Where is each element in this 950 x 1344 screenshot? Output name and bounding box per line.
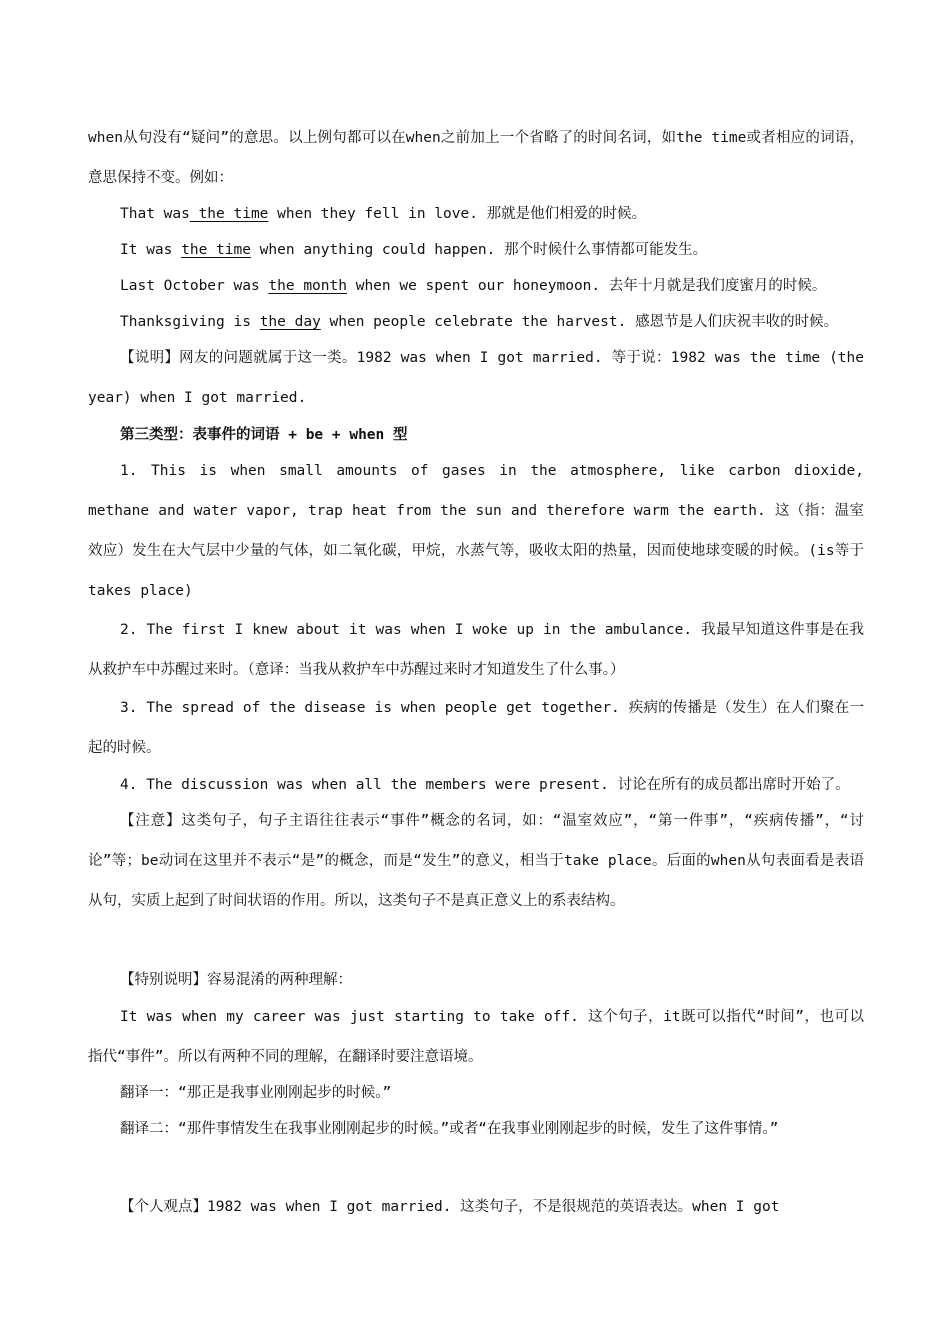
example-sentence-4	[88, 302, 864, 342]
example-sentence-1	[88, 194, 864, 234]
example-text: Last October was	[120, 278, 269, 294]
translation-two: 翻译二：“那件事情发生在我事业刚刚起步的时候。”或者“在我事业刚刚起步的时候，发生了这件事情。”	[120, 1121, 779, 1137]
special-example: It was when my career was just starting to take off. 这个句子，it既可以指代“时间”，也可以指代“事件”。所以有两种不同的理解，在翻译时要注意语境。	[88, 1009, 864, 1065]
list-item-1: 1. This is when small amounts of gases in the atmosphere, like carbon dioxide, methane and water vapor, trap heat from the sun and therefore warm the earth. 这（指：温室效应）发生在大气层中少量的气体，如二氧化碳，甲烷，水蒸气等，吸收太阳的热量，因而使地球变暖的时候。(is等于takes place)	[88, 463, 864, 599]
example-text: Thanksgiving is	[120, 314, 260, 330]
note-explanation: 【说明】网友的问题就属于这一类。1982 was when I got married. 等于说：1982 was the time (the year) when I got married.	[88, 350, 864, 406]
underlined-time-noun: the day	[259, 314, 321, 330]
underlined-time-noun: the time	[181, 242, 251, 258]
personal-opinion: 【个人观点】1982 was when I got married. 这类句子，不是很规范的英语表达。when I got	[120, 1199, 780, 1215]
note-attention: 【注意】这类句子，句子主语往往表示“事件”概念的名词，如：“温室效应”，“第一件事”，“疾病传播”，“讨论”等；be动词在这里并不表示“是”的概念，而是“发生”的意义，相当于take place。后面的when从句表面看是表语从句，实质上起到了时间状语的作用。所以，这类句子不是真正意义上的系表结构。	[88, 813, 864, 909]
special-note-heading: 【特别说明】容易混淆的两种理解：	[120, 972, 352, 988]
list-item-3: 3. The spread of the disease is when people get together. 疾病的传播是（发生）在人们聚在一起的时候。	[88, 700, 864, 756]
example-text: when anything could happen. 那个时候什么事情都可能发生。	[250, 242, 708, 258]
translation-one: 翻译一：“那正是我事业刚刚起步的时候。”	[120, 1085, 392, 1101]
underlined-time-noun: the time	[189, 206, 269, 222]
example-text: when people celebrate the harvest. 感恩节是人们庆祝丰收的时候。	[320, 314, 839, 330]
example-text: That was	[120, 206, 190, 222]
example-text: It was	[120, 242, 182, 258]
list-item-2: 2. The first I knew about it was when I woke up in the ambulance. 我最早知道这件事是在我从救护车中苏醒过来时。（意译：当我从救护车中苏醒过来时才知道发生了什么事。）	[88, 622, 864, 678]
underlined-time-noun: the month	[268, 278, 347, 294]
section-heading-type-3: 第三类型：表事件的词语 + be + when 型	[120, 427, 408, 443]
example-sentence-3	[88, 266, 864, 306]
paragraph-when-clause-meaning: when从句没有“疑问”的意思。以上例句都可以在when之前加上一个省略了的时间名词，如the time或者相应的词语，意思保持不变。例如：	[88, 130, 864, 186]
example-text: when we spent our honeymoon. 去年十月就是我们度蜜月的时候。	[346, 278, 827, 294]
example-text: when they fell in love. 那就是他们相爱的时候。	[268, 206, 647, 222]
example-sentence-2	[88, 230, 864, 270]
list-item-4: 4. The discussion was when all the members were present. 讨论在所有的成员都出席时开始了。	[120, 777, 850, 793]
